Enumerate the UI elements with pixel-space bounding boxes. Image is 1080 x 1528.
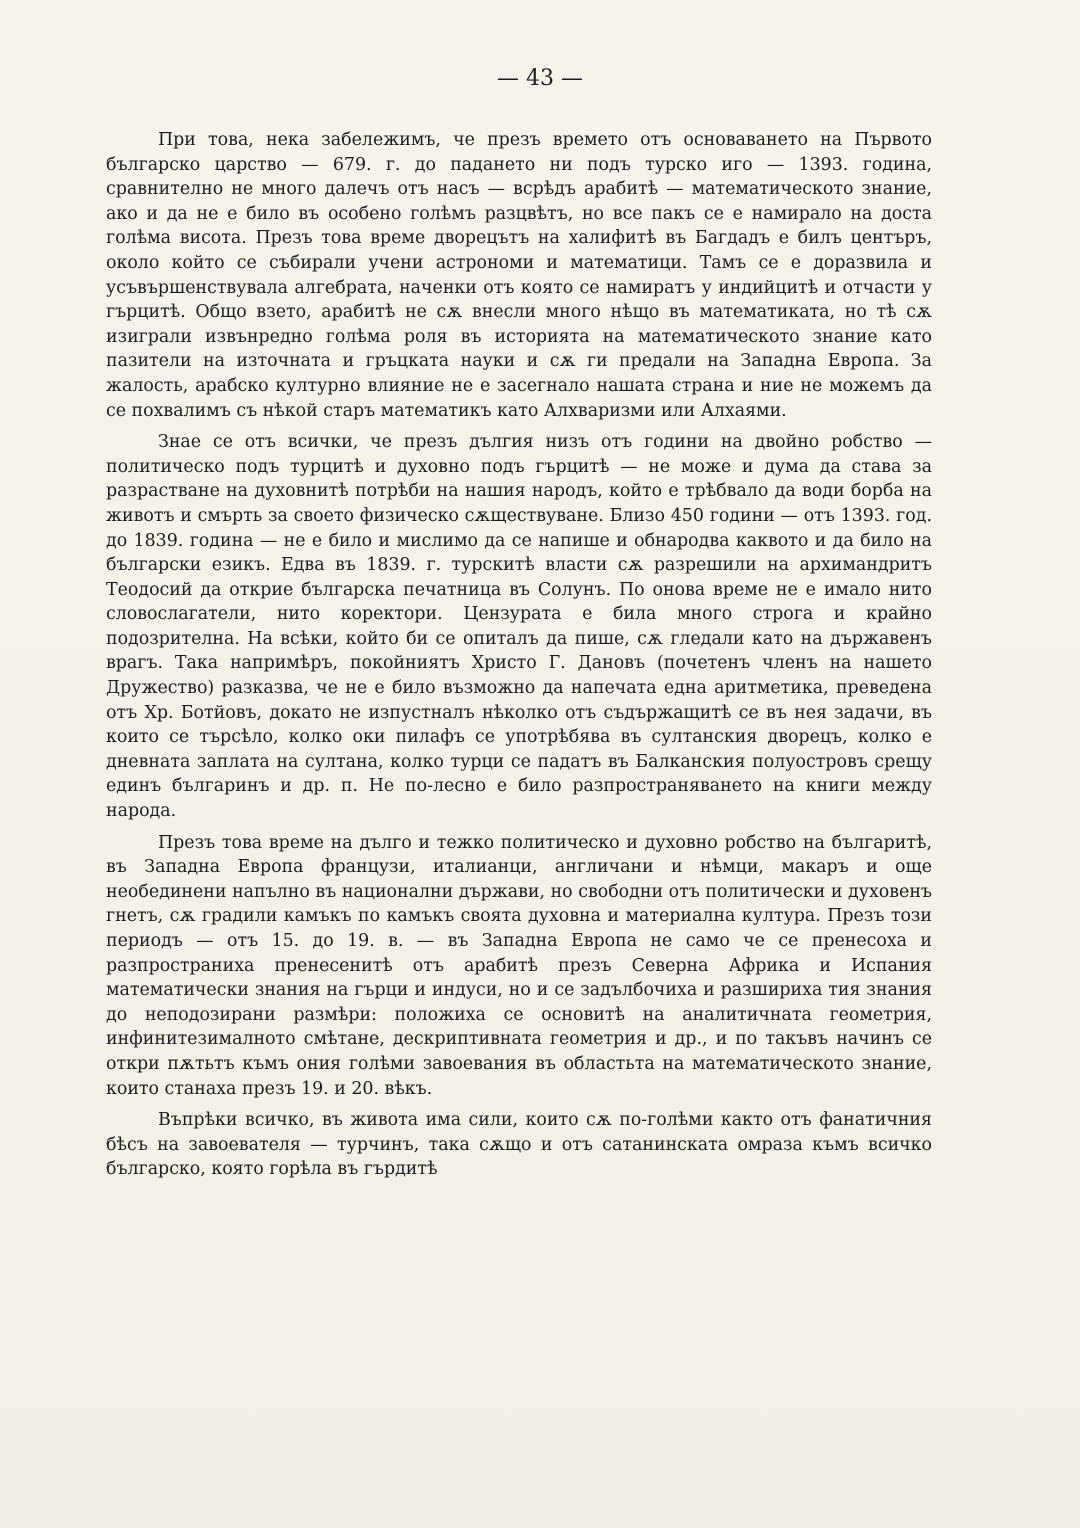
paragraph-2: Знае се отъ всички, че презъ дългия низъ отъ години на двойно робство — политическо подъ турцитѣ и духовно подъ гърцитѣ — не може и дума да става за разрастване на духовнитѣ потрѣби на нашия народъ, който е трѣбвало да води борба на животъ и смърть за своето физическо сѫществуване. Близо 450 години — отъ 1393. год. до 1839. година — не е било и мислимо да се напише и обнародва каквото и да било на български езикъ. Едва въ 1839. г. турскитѣ власти сѫ разрешили на архимандритъ Теодосий да открие българска печатница въ Солунъ. По онова време не е имало нито словослагатели, нито коректори. Цензурата е била много строга и крайно подозрителна. На всѣки, който би се опиталъ да пише, сѫ гледали като на държавенъ врагъ. Така напримѣръ, покойниятъ Христо Г. Дановъ (почетенъ членъ на нашето Дружество) разказва, че не е било възможно да напечата една аритметика, преведена отъ Хр. Ботйовъ, докато не изпустналъ нѣколко отъ съдържащитѣ се въ нея задачи, въ които се търсѣло, колко оки пилафъ се употрѣбява въ султанския дворецъ, колко е дневната заплата на султана, колко турци се падатъ въ Балканския полуостровъ срещу единъ българинъ и др. п. Не по-лесно е било разпространяването на книги между народа.: [106, 432, 932, 822]
page-number: — 43 —: [497, 66, 583, 91]
paragraph-4: Въпрѣки всичко, въ живота има сили, които сѫ по-голѣми както отъ фанатичния бѣсъ на завоевателя — турчинъ, така сѫщо и отъ сатанинската омраза къмъ всичко българско, която горѣла въ гърдитѣ: [106, 1110, 932, 1180]
paragraph-1: При това, нека забележимъ, че презъ времето отъ основаването на Първото българско царство — 679. г. до падането ни подъ турско иго — 1393. година, сравнително не много далечъ отъ насъ — всрѣдъ арабитѣ — математическото знание, ако и да не е било въ особено голѣмъ разцвѣтъ, но все пакъ се е намирало на доста голѣма висота. Презъ това време дворецътъ на халифитѣ въ Багдадъ е билъ центъръ, около който се събирали учени астрономи и математици. Тамъ се е доразвила и усъвършенствувала алгебрата, наченки отъ която се намиратъ у индийцитѣ и отчасти у гърцитѣ. Общо взето, арабитѣ не сѫ внесли много нѣщо въ математиката, но тѣ сѫ изиграли извънредно голѣма роля въ историята на математическото знание като пазители на източната и гръцката науки и сѫ ги предали на Западна Европа. За жалость, арабско културно влияние не е засегнало нашата страна и ние не можемъ да се похвалимъ съ нѣкой старъ математикъ като Алхваризми или Алхаями.: [106, 130, 932, 421]
paragraph-3: Презъ това време на дълго и тежко политическо и духовно робство на българитѣ, въ Западна Европа французи, италианци, англичани и нѣмци, макаръ и още необединени напълно въ национални държави, но свободни отъ политически и духовенъ гнетъ, сѫ градили камъкъ по камъкъ своята духовна и материална култура. Презъ този периодъ — отъ 15. до 19. в. — въ Западна Европа не само че се пренесоха и разпространиха пренесенитѣ отъ арабитѣ презъ Северна Африка и Испания математически знания на гърци и индуси, но и се задълбочиха и разшириха тия знания до неподозирани размѣри: положиха се основитѣ на аналитичната геометрия, инфинитезималното смѣтане, дескриптивната геометрия и др., и по такъвъ начинъ се откри пѫтьтъ къмъ ония голѣми завоевания въ областьта на математическото знание, които станаха презъ 19. и 20. вѣкъ.: [106, 832, 932, 1099]
body-text: [106, 128, 932, 1189]
